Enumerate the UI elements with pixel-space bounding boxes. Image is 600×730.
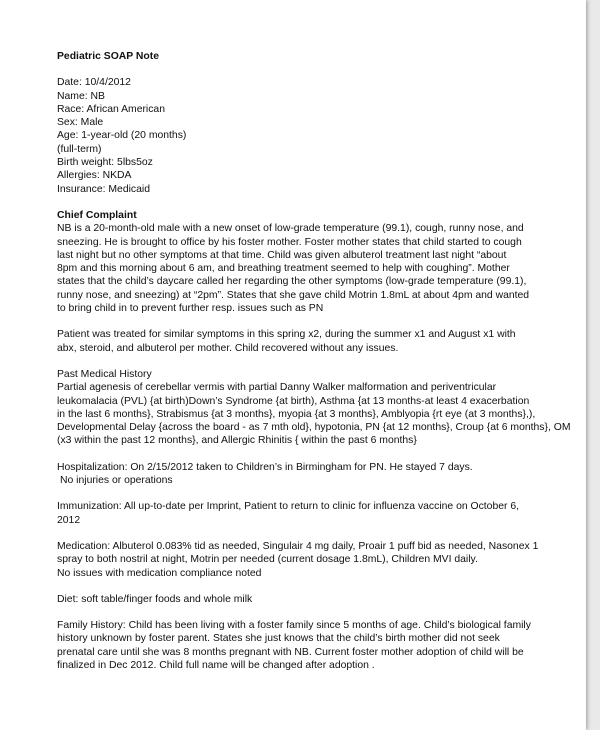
diet-section: [57, 593, 543, 606]
info-date: Date: 10/4/2012: [57, 77, 131, 89]
document-title: Pediatric SOAP Note: [57, 51, 160, 62]
family-history-line: prenatal care until she was 8 months pregnant with NB. Current foster mother adoption of child will be: [57, 646, 524, 658]
chief-complaint-line: to bring child in to prevent further resp. issues such as PN: [57, 303, 324, 315]
info-sex: Sex: Male: [57, 117, 104, 129]
chief-complaint-heading: Chief Complaint: [57, 209, 137, 221]
pmh-line: Developmental Delay {across the board - as 7 mth old}, hypotonia, PN {at 12 months}, Croup {at 6 months}, OM: [57, 422, 571, 434]
info-allergies: Allergies: NKDA: [57, 170, 132, 182]
hospitalization-section: [57, 461, 543, 488]
family-history-line: history unknown by foster parent. States she just knows that the child’s birth mother did not seek: [57, 633, 500, 645]
medication-line: spray to both nostril at night, Motrin per needed (current dosage 1.8mL), Children MVI daily.: [57, 554, 478, 566]
past-medical-history-heading: Past Medical History: [57, 368, 152, 380]
info-term: (full-term): [57, 143, 102, 155]
hospitalization-line: Hospitalization: On 2/15/2012 taken to Children’s in Birmingham for PN. He stayed 7 days.: [57, 461, 473, 473]
chief-complaint-line: 8pm and this morning about 6 am, and breathing treatment seemed to help with coughing”. Mother: [57, 263, 510, 275]
immunization-section: [57, 500, 543, 527]
pmh-line: in the last 6 months}, Strabismus {at 3 months}, myopia {at 3 months}, Amblyopia {rt eye (at 3 months},),: [57, 408, 536, 420]
chief-complaint-line: last night but no other symptoms at that time. Child was given albuterol treatment last night “about: [57, 249, 507, 261]
pmh-line: Partial agenesis of cerebellar vermis with partial Danny Walker malformation and periventricular: [57, 382, 497, 394]
diet-line: Diet: soft table/finger foods and whole milk: [57, 593, 253, 605]
past-medical-history-section: [57, 368, 571, 448]
info-birth-weight: Birth weight: 5lbs5oz: [57, 157, 153, 169]
info-insurance: Insurance: Medicaid: [57, 183, 150, 195]
chief-complaint-section: [57, 209, 543, 315]
info-race: Race: African American: [57, 103, 165, 115]
similar-symptoms-line: Patient was treated for similar symptoms in this spring x2, during the summer x1 and August x1 with: [57, 329, 516, 341]
medication-section: [57, 540, 543, 580]
chief-complaint-line: states that the child’s daycare called her regarding the other symptoms (low-grade temperature (99.1),: [57, 276, 527, 288]
family-history-line: finalized in Dec 2012. Child full name will be changed after adoption .: [57, 659, 375, 671]
patient-info: [57, 76, 543, 196]
similar-symptoms-line: abx, steroid, and albuterol per mother. Child recovered without any issues.: [57, 342, 399, 354]
chief-complaint-line: NB is a 20-month-old male with a new onset of low-grade temperature (99.1), cough, runny nose, and: [57, 223, 524, 235]
medication-line: No issues with medication compliance noted: [57, 567, 262, 579]
chief-complaint-line: runny nose, and sneezing) at “2pm”. States that she gave child Motrin 1.8mL at about 4pm and wanted: [57, 289, 530, 301]
info-age: Age: 1-year-old (20 months): [57, 130, 187, 142]
info-name: Name: NB: [57, 90, 105, 102]
immunization-line: 2012: [57, 514, 81, 526]
medication-line: Medication: Albuterol 0.083% tid as needed, Singulair 4 mg daily, Proair 1 puff bid as needed, Nasonex 1: [57, 540, 539, 552]
pmh-line: (x3 within the past 12 months}, and Allergic Rhinitis { within the past 6 months}: [57, 435, 417, 447]
family-history-section: [57, 619, 543, 672]
similar-symptoms-section: [57, 328, 543, 355]
chief-complaint-line: sneezing. He is brought to office by his foster mother. Foster mother states that child started to cough: [57, 236, 522, 248]
family-history-line: Family History: Child has been living with a foster family since 5 months of age. Child’s biological family: [57, 620, 531, 632]
document-content: [57, 50, 571, 672]
hospitalization-line: No injuries or operations: [60, 475, 173, 487]
immunization-line: Immunization: All up-to-date per Imprint, Patient to return to clinic for influenza vaccine on October 6,: [57, 501, 520, 513]
pmh-line: leukomalacia (PVL) {at birth)Down’s Syndrome {at birth), Asthma {at 13 months-at least 4 exacerbation: [57, 395, 530, 407]
